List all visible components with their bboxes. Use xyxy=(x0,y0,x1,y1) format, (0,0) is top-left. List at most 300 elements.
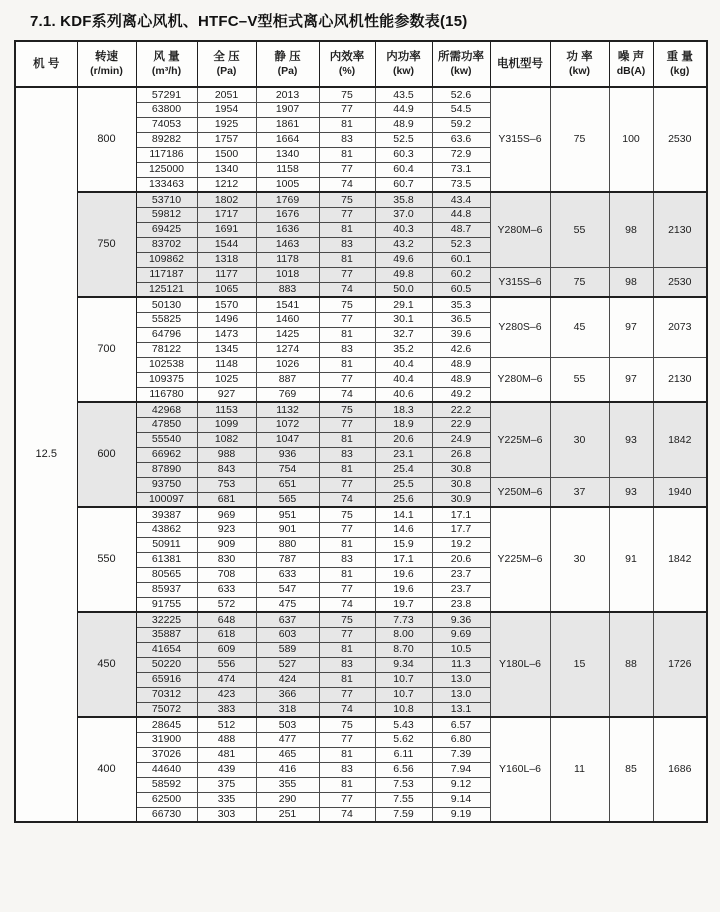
cell-airflow: 61381 xyxy=(136,552,197,567)
col-header-required-power: 所需功率 (kw) xyxy=(432,41,490,87)
cell-efficiency: 81 xyxy=(319,252,375,267)
cell-static-pressure: 1463 xyxy=(256,237,319,252)
cell-weight: 2530 xyxy=(653,87,707,192)
cell-total-pressure: 1570 xyxy=(197,297,256,312)
cell-airflow: 47850 xyxy=(136,417,197,432)
cell-total-pressure: 969 xyxy=(197,507,256,522)
cell-total-pressure: 375 xyxy=(197,777,256,792)
cell-internal-power: 14.1 xyxy=(375,507,432,522)
cell-required-power: 52.3 xyxy=(432,237,490,252)
cell-airflow: 109375 xyxy=(136,372,197,387)
col-header-total-pressure: 全 压 (Pa) xyxy=(197,41,256,87)
cell-efficiency: 74 xyxy=(319,492,375,507)
cell-required-power: 6.57 xyxy=(432,717,490,732)
cell-static-pressure: 1425 xyxy=(256,327,319,342)
cell-airflow: 70312 xyxy=(136,687,197,702)
cell-motor-power: 30 xyxy=(550,507,609,612)
cell-required-power: 36.5 xyxy=(432,312,490,327)
cell-required-power: 13.0 xyxy=(432,672,490,687)
cell-internal-power: 44.9 xyxy=(375,102,432,117)
cell-efficiency: 77 xyxy=(319,522,375,537)
cell-static-pressure: 475 xyxy=(256,597,319,612)
cell-required-power: 6.80 xyxy=(432,732,490,747)
cell-required-power: 30.9 xyxy=(432,492,490,507)
cell-internal-power: 10.7 xyxy=(375,672,432,687)
cell-efficiency: 77 xyxy=(319,162,375,177)
cell-static-pressure: 589 xyxy=(256,642,319,657)
cell-total-pressure: 1148 xyxy=(197,357,256,372)
cell-static-pressure: 1072 xyxy=(256,417,319,432)
cell-required-power: 9.14 xyxy=(432,792,490,807)
cell-static-pressure: 880 xyxy=(256,537,319,552)
cell-static-pressure: 1907 xyxy=(256,102,319,117)
table-row xyxy=(15,87,707,102)
cell-airflow: 75072 xyxy=(136,702,197,717)
cell-efficiency: 74 xyxy=(319,807,375,822)
cell-required-power: 73.1 xyxy=(432,162,490,177)
cell-airflow: 64796 xyxy=(136,327,197,342)
cell-airflow: 91755 xyxy=(136,597,197,612)
cell-total-pressure: 1099 xyxy=(197,417,256,432)
cell-efficiency: 75 xyxy=(319,87,375,102)
cell-total-pressure: 303 xyxy=(197,807,256,822)
cell-required-power: 30.8 xyxy=(432,477,490,492)
cell-motor-power: 15 xyxy=(550,612,609,717)
cell-static-pressure: 355 xyxy=(256,777,319,792)
cell-required-power: 26.8 xyxy=(432,447,490,462)
col-header-internal-power: 内功率 (kw) xyxy=(375,41,432,87)
cell-airflow: 125121 xyxy=(136,282,197,297)
cell-airflow: 93750 xyxy=(136,477,197,492)
cell-airflow: 78122 xyxy=(136,342,197,357)
cell-required-power: 23.7 xyxy=(432,567,490,582)
cell-internal-power: 6.11 xyxy=(375,747,432,762)
cell-internal-power: 10.8 xyxy=(375,702,432,717)
cell-static-pressure: 1047 xyxy=(256,432,319,447)
cell-required-power: 48.9 xyxy=(432,372,490,387)
cell-internal-power: 7.53 xyxy=(375,777,432,792)
cell-static-pressure: 2013 xyxy=(256,87,319,102)
table-row xyxy=(15,612,707,627)
cell-static-pressure: 951 xyxy=(256,507,319,522)
cell-required-power: 13.1 xyxy=(432,702,490,717)
cell-required-power: 9.69 xyxy=(432,627,490,642)
cell-weight: 1842 xyxy=(653,507,707,612)
cell-internal-power: 35.8 xyxy=(375,192,432,207)
cell-speed: 600 xyxy=(77,402,136,507)
cell-static-pressure: 1340 xyxy=(256,147,319,162)
cell-internal-power: 10.7 xyxy=(375,687,432,702)
cell-required-power: 20.6 xyxy=(432,552,490,567)
cell-efficiency: 77 xyxy=(319,372,375,387)
cell-speed: 700 xyxy=(77,297,136,402)
cell-efficiency: 74 xyxy=(319,597,375,612)
cell-airflow: 57291 xyxy=(136,87,197,102)
cell-total-pressure: 1757 xyxy=(197,132,256,147)
cell-static-pressure: 565 xyxy=(256,492,319,507)
cell-required-power: 17.7 xyxy=(432,522,490,537)
cell-total-pressure: 512 xyxy=(197,717,256,732)
cell-weight: 1940 xyxy=(653,477,707,507)
cell-efficiency: 83 xyxy=(319,762,375,777)
cell-static-pressure: 787 xyxy=(256,552,319,567)
col-header-static-pressure: 静 压 (Pa) xyxy=(256,41,319,87)
cell-static-pressure: 1178 xyxy=(256,252,319,267)
cell-noise: 91 xyxy=(609,507,653,612)
cell-airflow: 35887 xyxy=(136,627,197,642)
cell-airflow: 44640 xyxy=(136,762,197,777)
table-row xyxy=(15,192,707,207)
cell-required-power: 54.5 xyxy=(432,102,490,117)
table-body xyxy=(15,87,707,822)
cell-internal-power: 19.6 xyxy=(375,567,432,582)
cell-required-power: 23.8 xyxy=(432,597,490,612)
cell-required-power: 63.6 xyxy=(432,132,490,147)
cell-efficiency: 74 xyxy=(319,702,375,717)
cell-required-power: 13.0 xyxy=(432,687,490,702)
cell-motor-model: Y250M–6 xyxy=(490,477,550,507)
cell-internal-power: 19.7 xyxy=(375,597,432,612)
cell-total-pressure: 753 xyxy=(197,477,256,492)
cell-required-power: 60.2 xyxy=(432,267,490,282)
cell-internal-power: 19.6 xyxy=(375,582,432,597)
cell-efficiency: 75 xyxy=(319,612,375,627)
cell-efficiency: 83 xyxy=(319,447,375,462)
cell-internal-power: 18.3 xyxy=(375,402,432,417)
cell-motor-model: Y225M–6 xyxy=(490,507,550,612)
cell-airflow: 50220 xyxy=(136,657,197,672)
cell-efficiency: 81 xyxy=(319,357,375,372)
cell-weight: 2130 xyxy=(653,192,707,267)
cell-motor-power: 55 xyxy=(550,192,609,267)
cell-speed: 750 xyxy=(77,192,136,297)
cell-total-pressure: 481 xyxy=(197,747,256,762)
cell-internal-power: 7.73 xyxy=(375,612,432,627)
cell-internal-power: 30.1 xyxy=(375,312,432,327)
cell-airflow: 65916 xyxy=(136,672,197,687)
header-row xyxy=(15,41,707,87)
cell-motor-power: 11 xyxy=(550,717,609,822)
cell-internal-power: 40.4 xyxy=(375,357,432,372)
cell-total-pressure: 1544 xyxy=(197,237,256,252)
cell-required-power: 9.19 xyxy=(432,807,490,822)
cell-internal-power: 23.1 xyxy=(375,447,432,462)
cell-efficiency: 81 xyxy=(319,117,375,132)
cell-static-pressure: 416 xyxy=(256,762,319,777)
cell-efficiency: 81 xyxy=(319,147,375,162)
cell-airflow: 116780 xyxy=(136,387,197,402)
cell-static-pressure: 503 xyxy=(256,717,319,732)
cell-airflow: 109862 xyxy=(136,252,197,267)
cell-internal-power: 60.4 xyxy=(375,162,432,177)
cell-airflow: 100097 xyxy=(136,492,197,507)
cell-total-pressure: 1177 xyxy=(197,267,256,282)
cell-efficiency: 83 xyxy=(319,342,375,357)
cell-motor-model: Y315S–6 xyxy=(490,267,550,297)
cell-airflow: 69425 xyxy=(136,222,197,237)
cell-noise: 85 xyxy=(609,717,653,822)
cell-speed: 400 xyxy=(77,717,136,822)
cell-required-power: 24.9 xyxy=(432,432,490,447)
cell-efficiency: 77 xyxy=(319,792,375,807)
cell-speed: 550 xyxy=(77,507,136,612)
fan-performance-table xyxy=(14,40,708,823)
cell-airflow: 66730 xyxy=(136,807,197,822)
cell-static-pressure: 883 xyxy=(256,282,319,297)
cell-airflow: 37026 xyxy=(136,747,197,762)
cell-total-pressure: 556 xyxy=(197,657,256,672)
cell-internal-power: 17.1 xyxy=(375,552,432,567)
cell-static-pressure: 887 xyxy=(256,372,319,387)
col-header-machine-no: 机 号 xyxy=(15,41,77,87)
cell-airflow: 102538 xyxy=(136,357,197,372)
cell-internal-power: 40.4 xyxy=(375,372,432,387)
cell-efficiency: 75 xyxy=(319,402,375,417)
cell-total-pressure: 1717 xyxy=(197,207,256,222)
cell-noise: 93 xyxy=(609,477,653,507)
cell-total-pressure: 423 xyxy=(197,687,256,702)
cell-internal-power: 40.3 xyxy=(375,222,432,237)
cell-total-pressure: 708 xyxy=(197,567,256,582)
cell-efficiency: 81 xyxy=(319,747,375,762)
cell-efficiency: 77 xyxy=(319,627,375,642)
cell-static-pressure: 477 xyxy=(256,732,319,747)
cell-efficiency: 74 xyxy=(319,177,375,192)
cell-required-power: 9.12 xyxy=(432,777,490,792)
cell-efficiency: 81 xyxy=(319,672,375,687)
cell-internal-power: 60.3 xyxy=(375,147,432,162)
cell-airflow: 42968 xyxy=(136,402,197,417)
cell-motor-model: Y280M–6 xyxy=(490,357,550,402)
cell-efficiency: 81 xyxy=(319,327,375,342)
cell-static-pressure: 603 xyxy=(256,627,319,642)
cell-efficiency: 81 xyxy=(319,432,375,447)
cell-required-power: 44.8 xyxy=(432,207,490,222)
cell-total-pressure: 2051 xyxy=(197,87,256,102)
cell-total-pressure: 681 xyxy=(197,492,256,507)
cell-required-power: 52.6 xyxy=(432,87,490,102)
cell-static-pressure: 1861 xyxy=(256,117,319,132)
cell-efficiency: 77 xyxy=(319,732,375,747)
cell-internal-power: 18.9 xyxy=(375,417,432,432)
cell-motor-model: Y160L–6 xyxy=(490,717,550,822)
cell-efficiency: 77 xyxy=(319,417,375,432)
cell-total-pressure: 1065 xyxy=(197,282,256,297)
cell-total-pressure: 1212 xyxy=(197,177,256,192)
cell-airflow: 58592 xyxy=(136,777,197,792)
cell-internal-power: 50.0 xyxy=(375,282,432,297)
cell-total-pressure: 1691 xyxy=(197,222,256,237)
cell-required-power: 7.94 xyxy=(432,762,490,777)
cell-efficiency: 77 xyxy=(319,582,375,597)
cell-total-pressure: 1496 xyxy=(197,312,256,327)
cell-weight: 1726 xyxy=(653,612,707,717)
cell-static-pressure: 651 xyxy=(256,477,319,492)
cell-motor-power: 37 xyxy=(550,477,609,507)
col-header-weight: 重 量 (kg) xyxy=(653,41,707,87)
cell-required-power: 48.9 xyxy=(432,357,490,372)
cell-efficiency: 74 xyxy=(319,387,375,402)
cell-airflow: 117186 xyxy=(136,147,197,162)
cell-total-pressure: 830 xyxy=(197,552,256,567)
cell-airflow: 85937 xyxy=(136,582,197,597)
cell-internal-power: 20.6 xyxy=(375,432,432,447)
cell-total-pressure: 1340 xyxy=(197,162,256,177)
cell-required-power: 60.1 xyxy=(432,252,490,267)
cell-static-pressure: 290 xyxy=(256,792,319,807)
cell-efficiency: 74 xyxy=(319,282,375,297)
cell-internal-power: 15.9 xyxy=(375,537,432,552)
table-row xyxy=(15,507,707,522)
cell-airflow: 89282 xyxy=(136,132,197,147)
cell-total-pressure: 1473 xyxy=(197,327,256,342)
cell-motor-model: Y315S–6 xyxy=(490,87,550,192)
cell-internal-power: 9.34 xyxy=(375,657,432,672)
cell-efficiency: 81 xyxy=(319,777,375,792)
cell-efficiency: 83 xyxy=(319,552,375,567)
cell-static-pressure: 1005 xyxy=(256,177,319,192)
cell-machine-no: 12.5 xyxy=(15,87,77,822)
cell-internal-power: 6.56 xyxy=(375,762,432,777)
cell-static-pressure: 1636 xyxy=(256,222,319,237)
cell-internal-power: 7.59 xyxy=(375,807,432,822)
page-title: 7.1. KDF系列离心风机、HTFC–V型柜式离心风机性能参数表(15) xyxy=(30,13,468,30)
cell-airflow: 28645 xyxy=(136,717,197,732)
cell-required-power: 43.4 xyxy=(432,192,490,207)
cell-internal-power: 49.6 xyxy=(375,252,432,267)
cell-static-pressure: 547 xyxy=(256,582,319,597)
cell-static-pressure: 1664 xyxy=(256,132,319,147)
cell-required-power: 7.39 xyxy=(432,747,490,762)
cell-static-pressure: 1769 xyxy=(256,192,319,207)
cell-required-power: 60.5 xyxy=(432,282,490,297)
cell-noise: 88 xyxy=(609,612,653,717)
cell-weight: 2073 xyxy=(653,297,707,357)
table-row xyxy=(15,402,707,417)
cell-total-pressure: 335 xyxy=(197,792,256,807)
cell-internal-power: 5.43 xyxy=(375,717,432,732)
cell-motor-power: 75 xyxy=(550,87,609,192)
cell-total-pressure: 1082 xyxy=(197,432,256,447)
cell-total-pressure: 648 xyxy=(197,612,256,627)
cell-internal-power: 32.7 xyxy=(375,327,432,342)
cell-efficiency: 75 xyxy=(319,507,375,522)
cell-total-pressure: 1802 xyxy=(197,192,256,207)
cell-static-pressure: 1541 xyxy=(256,297,319,312)
cell-motor-power: 55 xyxy=(550,357,609,402)
cell-required-power: 19.2 xyxy=(432,537,490,552)
cell-static-pressure: 318 xyxy=(256,702,319,717)
col-header-noise: 噪 声 dB(A) xyxy=(609,41,653,87)
cell-weight: 2530 xyxy=(653,267,707,297)
cell-static-pressure: 1026 xyxy=(256,357,319,372)
cell-airflow: 80565 xyxy=(136,567,197,582)
col-header-motor-power: 功 率 (kw) xyxy=(550,41,609,87)
cell-internal-power: 43.2 xyxy=(375,237,432,252)
cell-required-power: 22.9 xyxy=(432,417,490,432)
cell-motor-power: 75 xyxy=(550,267,609,297)
cell-required-power: 35.3 xyxy=(432,297,490,312)
cell-required-power: 17.1 xyxy=(432,507,490,522)
cell-motor-model: Y280S–6 xyxy=(490,297,550,357)
cell-total-pressure: 1025 xyxy=(197,372,256,387)
cell-static-pressure: 1676 xyxy=(256,207,319,222)
cell-internal-power: 40.6 xyxy=(375,387,432,402)
cell-static-pressure: 1132 xyxy=(256,402,319,417)
cell-noise: 97 xyxy=(609,357,653,402)
cell-total-pressure: 1500 xyxy=(197,147,256,162)
cell-airflow: 117187 xyxy=(136,267,197,282)
cell-total-pressure: 618 xyxy=(197,627,256,642)
cell-internal-power: 49.8 xyxy=(375,267,432,282)
cell-internal-power: 48.9 xyxy=(375,117,432,132)
cell-airflow: 59812 xyxy=(136,207,197,222)
cell-static-pressure: 637 xyxy=(256,612,319,627)
cell-airflow: 66962 xyxy=(136,447,197,462)
cell-airflow: 41654 xyxy=(136,642,197,657)
cell-weight: 1842 xyxy=(653,402,707,477)
cell-noise: 93 xyxy=(609,402,653,477)
cell-noise: 98 xyxy=(609,267,653,297)
cell-efficiency: 81 xyxy=(319,567,375,582)
cell-internal-power: 8.70 xyxy=(375,642,432,657)
cell-motor-power: 30 xyxy=(550,402,609,477)
cell-airflow: 63800 xyxy=(136,102,197,117)
cell-internal-power: 29.1 xyxy=(375,297,432,312)
cell-airflow: 39387 xyxy=(136,507,197,522)
cell-required-power: 10.5 xyxy=(432,642,490,657)
cell-airflow: 31900 xyxy=(136,732,197,747)
cell-static-pressure: 366 xyxy=(256,687,319,702)
col-header-speed: 转速 (r/min) xyxy=(77,41,136,87)
cell-noise: 100 xyxy=(609,87,653,192)
cell-internal-power: 8.00 xyxy=(375,627,432,642)
cell-required-power: 48.7 xyxy=(432,222,490,237)
cell-static-pressure: 1158 xyxy=(256,162,319,177)
cell-weight: 1686 xyxy=(653,717,707,822)
cell-required-power: 39.6 xyxy=(432,327,490,342)
cell-required-power: 30.8 xyxy=(432,462,490,477)
cell-required-power: 9.36 xyxy=(432,612,490,627)
cell-internal-power: 25.6 xyxy=(375,492,432,507)
cell-efficiency: 81 xyxy=(319,222,375,237)
table-header xyxy=(15,41,707,87)
cell-efficiency: 77 xyxy=(319,477,375,492)
cell-required-power: 11.3 xyxy=(432,657,490,672)
cell-efficiency: 83 xyxy=(319,132,375,147)
cell-efficiency: 83 xyxy=(319,237,375,252)
cell-required-power: 73.5 xyxy=(432,177,490,192)
cell-airflow: 74053 xyxy=(136,117,197,132)
cell-motor-model: Y180L–6 xyxy=(490,612,550,717)
cell-static-pressure: 527 xyxy=(256,657,319,672)
cell-total-pressure: 909 xyxy=(197,537,256,552)
cell-total-pressure: 1345 xyxy=(197,342,256,357)
cell-internal-power: 43.5 xyxy=(375,87,432,102)
cell-total-pressure: 1925 xyxy=(197,117,256,132)
cell-speed: 800 xyxy=(77,87,136,192)
cell-airflow: 55540 xyxy=(136,432,197,447)
cell-noise: 97 xyxy=(609,297,653,357)
cell-internal-power: 25.4 xyxy=(375,462,432,477)
cell-efficiency: 77 xyxy=(319,102,375,117)
cell-total-pressure: 383 xyxy=(197,702,256,717)
cell-internal-power: 52.5 xyxy=(375,132,432,147)
cell-efficiency: 81 xyxy=(319,462,375,477)
cell-required-power: 22.2 xyxy=(432,402,490,417)
cell-motor-model: Y225M–6 xyxy=(490,402,550,477)
cell-total-pressure: 488 xyxy=(197,732,256,747)
